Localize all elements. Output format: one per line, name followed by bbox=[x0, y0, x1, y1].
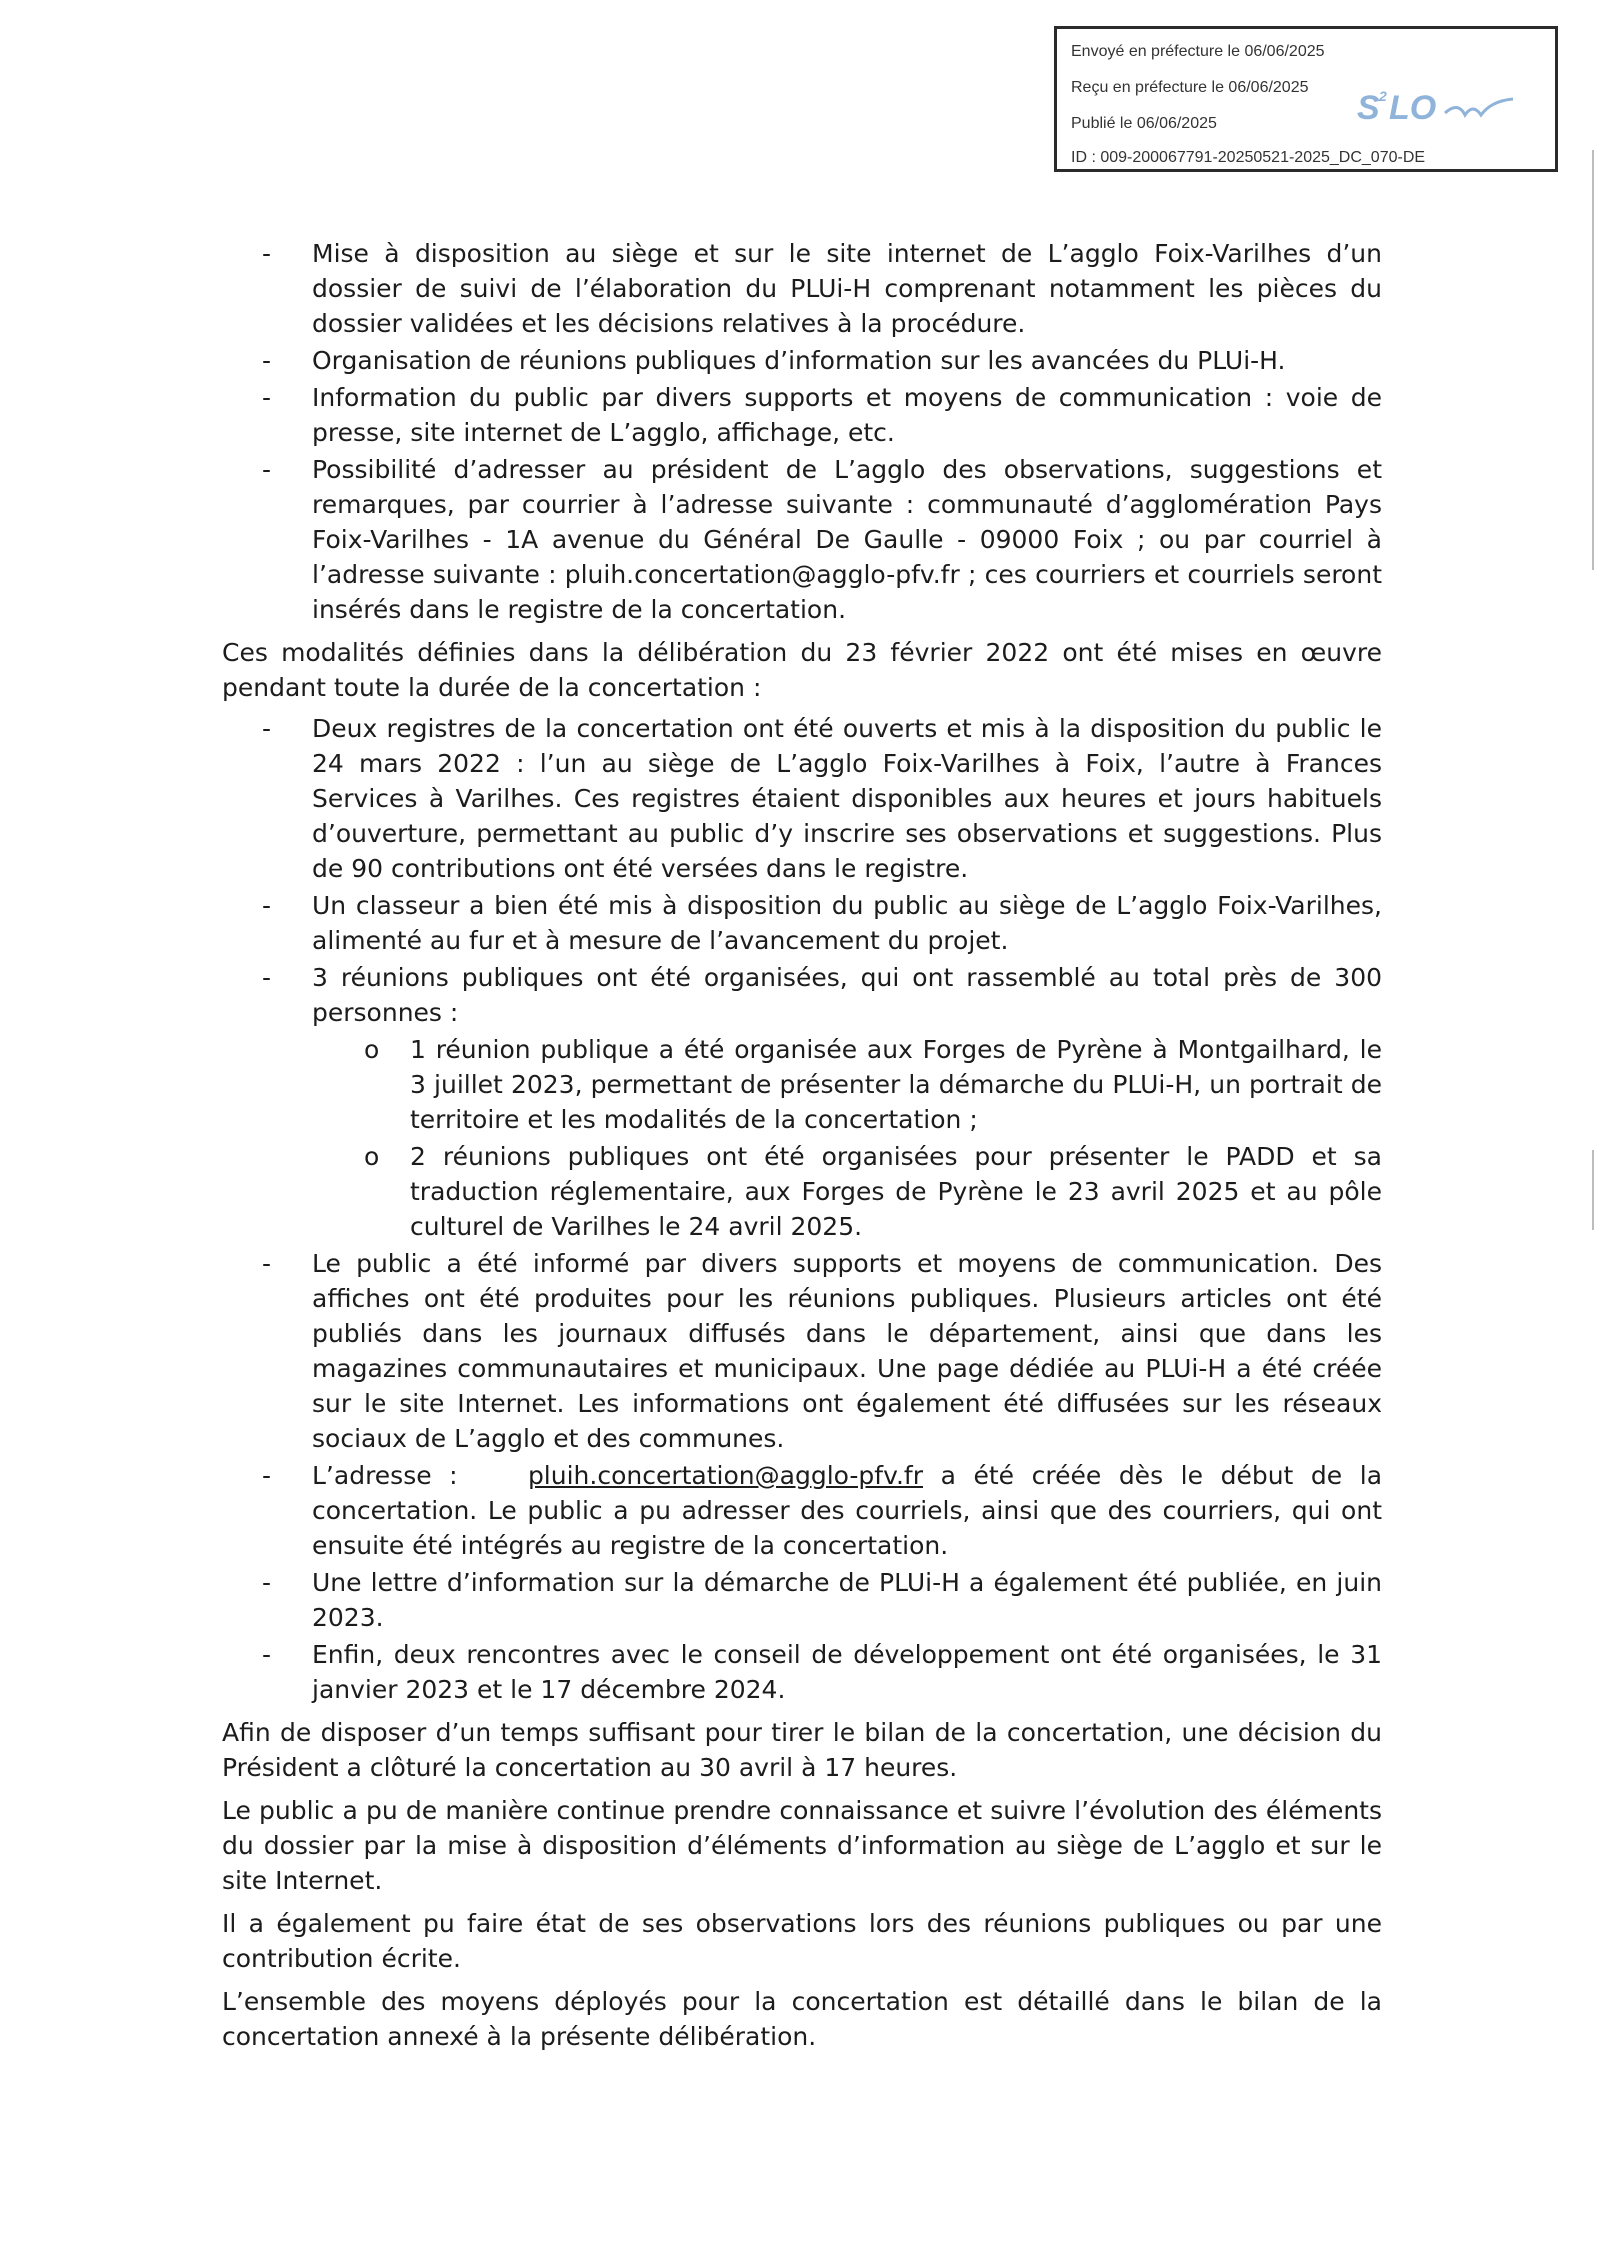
list-item-text: 2 réunions publiques ont été organisées pour présenter le PADD et sa traduction réglementaire, aux Forges de Pyrène le 23 avril 2025 et au pôle culturel de Varilhes le 24 avril 2025. bbox=[410, 1142, 1382, 1241]
s2lo-logo bbox=[1353, 81, 1523, 131]
bullet-marker: - bbox=[262, 239, 272, 268]
list-item bbox=[222, 888, 1382, 958]
list-item bbox=[222, 1458, 1382, 1563]
list-item-text: Un classeur a bien été mis à disposition du public au siège de L’agglo Foix-Varilhes, alimenté au fur et à mesure de l’avancement du projet. bbox=[312, 891, 1382, 955]
list-item-text: Possibilité d’adresser au président de L’agglo des observations, suggestions et remarques, par courrier à l’adresse suivante : communauté d’agglomération Pays Foix-Varilhes - 1A avenue du Général De Gaulle - 09000 Foix ; ou par courriel à l’adresse suivante : pluih.concertation@agglo-pfv.fr ; ces courriers et courriels seront insérés dans le registre de la concertation. bbox=[312, 455, 1382, 624]
list-item-text: a été créée dès le début de la concertation. Le public a pu adresser des courriels, ainsi que des courriers, qui ont ensuite été intégrés au registre de la concertation. bbox=[312, 1461, 1383, 1560]
implementation-list bbox=[222, 711, 1382, 1030]
closing-paragraphs bbox=[222, 1715, 1382, 2054]
list-item bbox=[222, 1246, 1382, 1456]
list-item-text: Organisation de réunions publiques d’information sur les avancées du PLUi-H. bbox=[312, 346, 1286, 375]
list-item bbox=[222, 1565, 1382, 1635]
list-item bbox=[222, 1637, 1382, 1707]
list-item-text: Une lettre d’information sur la démarche de PLUi-H a également été publiée, en juin 2023. bbox=[312, 1568, 1382, 1632]
modalities-list bbox=[222, 236, 1382, 627]
bullet-marker: - bbox=[262, 383, 272, 412]
bullet-marker: - bbox=[262, 963, 272, 992]
meetings-sublist bbox=[222, 1032, 1382, 1244]
svg-text:LO: LO bbox=[1389, 89, 1437, 127]
bullet-marker: - bbox=[262, 455, 272, 484]
stamp-id: ID : 009-200067791-20250521-2025_DC_070-DE bbox=[1071, 149, 1426, 166]
list-item-text: 3 réunions publiques ont été organisées, qui ont rassemblé au total près de 300 personnes : bbox=[312, 963, 1382, 1027]
communication-list bbox=[222, 1246, 1382, 1707]
bullet-marker: o bbox=[364, 1142, 380, 1171]
list-item bbox=[222, 711, 1382, 886]
list-item-text: Mise à disposition au siège et sur le site internet de L’agglo Foix-Varilhes d’un dossier de suivi de l’élaboration du PLUi-H comprenant notamment les pièces du dossier validées et les décisions relatives à la procédure. bbox=[312, 239, 1382, 338]
bullet-marker: o bbox=[364, 1035, 380, 1064]
bullet-marker: - bbox=[262, 346, 272, 375]
document-body bbox=[222, 236, 1382, 2060]
bullet-marker: - bbox=[262, 891, 272, 920]
list-item-text: Deux registres de la concertation ont été ouverts et mis à la disposition du public le 24 mars 2022 : l’un au siège de L’agglo Foix-Varilhes à Foix, l’autre à Frances Services à Varilhes. Ces registres étaient disponibles aux heures et jours habituels d’ouverture, permettant au public d’y inscrire ses observations et suggestions. Plus de 90 contributions ont été versées dans le registre. bbox=[312, 714, 1382, 883]
list-item-text: Le public a été informé par divers supports et moyens de communication. Des affiches ont été produites pour les réunions publiques. Plusieurs articles ont été publiés dans les journaux diffusés dans le département, ainsi que dans les magazines communautaires et municipaux. Une page dédiée au PLUi-H a été créée sur le site Internet. Les informations ont également été diffusées sur les réseaux sociaux de L’agglo et des communes. bbox=[312, 1249, 1382, 1453]
list-item bbox=[222, 1032, 1382, 1137]
list-item bbox=[222, 343, 1382, 378]
list-item bbox=[222, 452, 1382, 627]
scan-edge-mark bbox=[1592, 150, 1594, 570]
svg-text:S: S bbox=[1357, 89, 1380, 127]
closing-paragraph: Il a également pu faire état de ses observations lors des réunions publiques ou par une contribution écrite. bbox=[222, 1909, 1382, 1973]
list-item bbox=[222, 960, 1382, 1030]
bullet-marker: - bbox=[262, 1461, 272, 1490]
list-item bbox=[222, 380, 1382, 450]
bullet-marker: - bbox=[262, 1249, 272, 1278]
bullet-marker: - bbox=[262, 1568, 272, 1597]
prefecture-stamp bbox=[1054, 26, 1558, 172]
address-label: L’adresse : bbox=[312, 1461, 528, 1490]
closing-paragraph: L’ensemble des moyens déployés pour la concertation est détaillé dans le bilan de la concertation annexé à la présente délibération. bbox=[222, 1987, 1382, 2051]
list-item bbox=[222, 236, 1382, 341]
closing-paragraph: Le public a pu de manière continue prendre connaissance et suivre l’évolution des éléments du dossier par la mise à disposition d’éléments d’information au siège de L’agglo et sur le site Internet. bbox=[222, 1796, 1382, 1895]
list-item-text: Enfin, deux rencontres avec le conseil de développement ont été organisées, le 31 janvier 2023 et le 17 décembre 2024. bbox=[312, 1640, 1382, 1704]
list-item-text: 1 réunion publique a été organisée aux Forges de Pyrène à Montgailhard, le 3 juillet 2023, permettant de présenter la démarche du PLUi-H, un portrait de territoire et les modalités de la concertation ; bbox=[410, 1035, 1382, 1134]
closing-paragraph: Afin de disposer d’un temps suffisant pour tirer le bilan de la concertation, une décision du Président a clôturé la concertation au 30 avril à 17 heures. bbox=[222, 1718, 1382, 1782]
bullet-marker: - bbox=[262, 1640, 272, 1669]
list-item bbox=[222, 1139, 1382, 1244]
list-item-text: Information du public par divers supports et moyens de communication : voie de presse, site internet de L’agglo, affichage, etc. bbox=[312, 383, 1382, 447]
stamp-sent-date: Envoyé en préfecture le 06/06/2025 bbox=[1071, 43, 1325, 60]
scan-edge-mark bbox=[1592, 1150, 1594, 1230]
email-link[interactable]: pluih.concertation@agglo-pfv.fr bbox=[527, 1461, 923, 1490]
stamp-received-date: Reçu en préfecture le 06/06/2025 bbox=[1071, 79, 1309, 96]
stamp-published-date: Publié le 06/06/2025 bbox=[1071, 115, 1217, 132]
bullet-marker: - bbox=[262, 714, 272, 743]
svg-text:2: 2 bbox=[1379, 88, 1387, 104]
intro-paragraph: Ces modalités définies dans la délibération du 23 février 2022 ont été mises en œuvre pendant toute la durée de la concertation : bbox=[222, 638, 1382, 702]
